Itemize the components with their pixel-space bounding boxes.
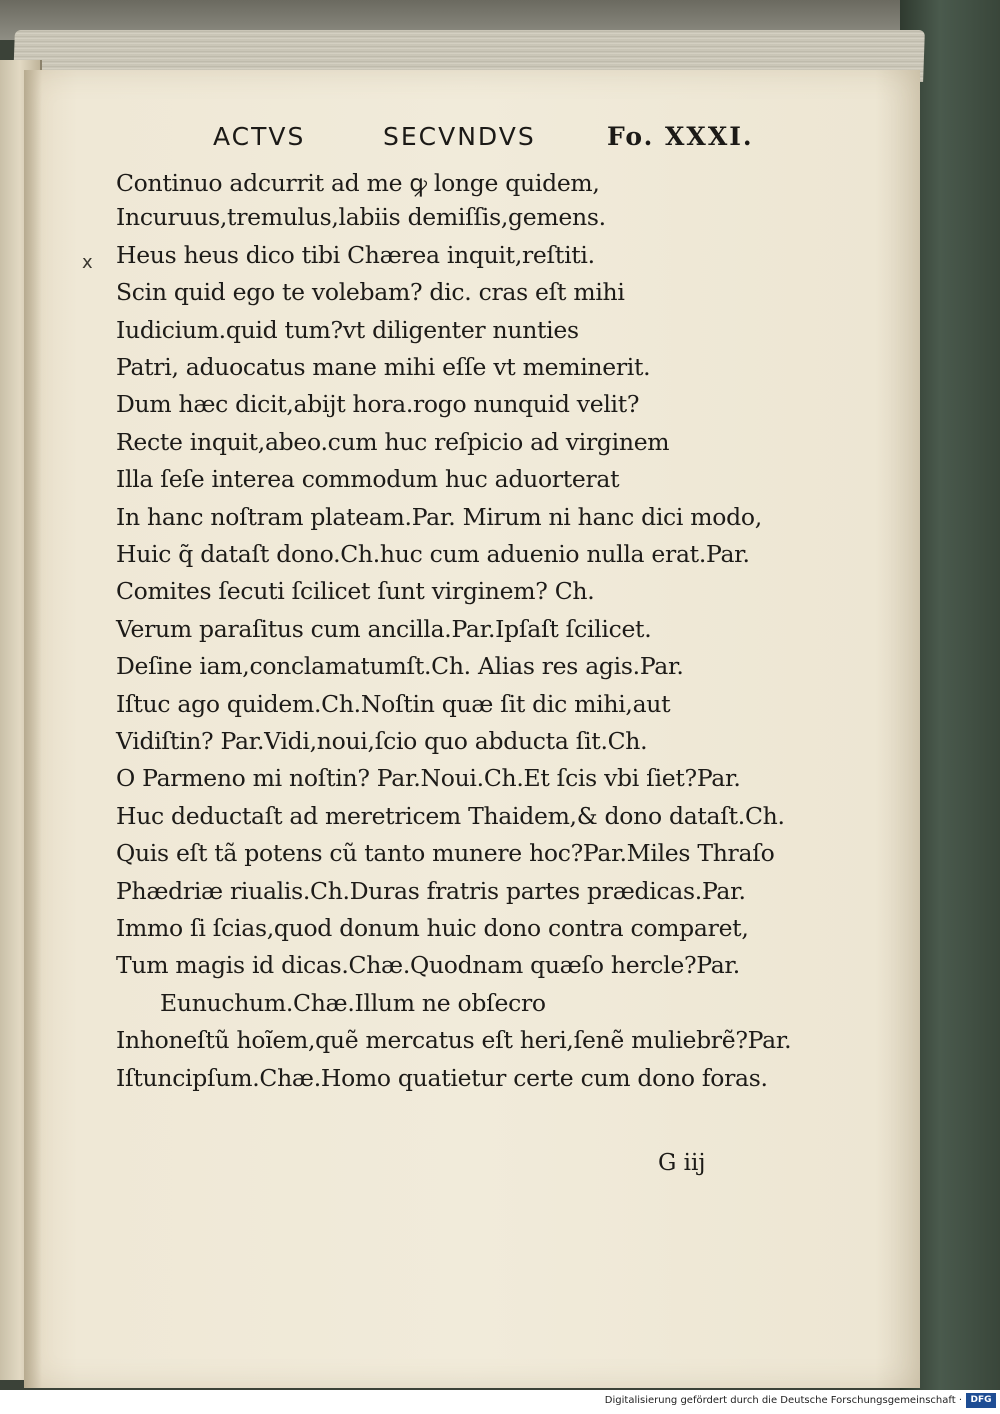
verse-line: Immo ſi ſcias,quod donum huic dono contra comparet, <box>116 914 749 942</box>
verse-line: Huic q̃ dataſt dono.Ch.huc cum aduenio nulla erat.Par. <box>116 540 750 568</box>
signature-mark: G iij <box>658 1150 706 1176</box>
verse-line: Deſine iam,conclamatumſt.Ch. Alias res agis.Par. <box>116 652 684 681</box>
verse-line: Heus heus dico tibi Chærea inquit,reſtiti. <box>116 240 595 269</box>
margin-mark: x <box>82 252 93 273</box>
page-gutter <box>24 70 42 1388</box>
verse-line: Inhoneſtũ hoĩem,quẽ mercatus eſt heri,ſenẽ muliebrẽ?Par. <box>116 1026 792 1055</box>
verse-line: Quis eſt tã potens cũ tanto munere hoc?Par.Miles Thraſo <box>116 839 775 868</box>
header-secundus: SECVNDVS <box>383 122 536 151</box>
verse-line: Iſtuc ago quidem.Ch.Noſtin quæ ſit dic mihi,aut <box>116 689 671 718</box>
verse-line: Iſtuncipſum.Chæ.Homo quatietur certe cum dono foras. <box>116 1063 768 1092</box>
verse-line: Verum paraſitus cum ancilla.Par.Ipſaſt ſcilicet. <box>116 614 652 643</box>
verse-line: Continuo adcurrit ad me ꝙ longe quidem, <box>116 169 600 197</box>
dfg-logo: DFG <box>966 1393 996 1408</box>
verse-line: Scin quid ego te volebam? dic. cras eſt mihi <box>116 278 625 307</box>
verse-line: Phædriæ riualis.Ch.Duras fratris partes prædicas.Par. <box>116 876 746 905</box>
verse-line: Vidiſtin? Par.Vidi,noui,ſcio quo abducta ſit.Ch. <box>116 727 648 755</box>
header-actus: ACTVS <box>213 122 306 151</box>
verse-line: Iudicium.quid tum?vt diligenter nunties <box>116 315 579 344</box>
footer-credit: Digitalisierung gefördert durch die Deutsche Forschungsgemeinschaft · <box>604 1395 962 1406</box>
verse-line: Recte inquit,abeo.cum huc reſpicio ad virginem <box>116 427 670 456</box>
verse-line: Illa ſeſe interea commodum huc aduorterat <box>116 465 620 494</box>
running-header <box>0 122 1000 162</box>
footer-bar <box>0 1390 1000 1414</box>
verse-line: Huc deductaſt ad meretricem Thaidem,& dono dataſt.Ch. <box>116 801 785 830</box>
verse-line: O Parmeno mi noſtin? Par.Noui.Ch.Et ſcis vbi ſiet?Par. <box>116 764 741 793</box>
verse-line: Eunuchum.Chæ.Illum ne obſecro <box>160 988 546 1017</box>
verse-line: Comites ſecuti ſcilicet ſunt virginem? Ch. <box>116 577 595 606</box>
folio-number: Fo. XXXI. <box>607 122 754 151</box>
verse-line: Dum hæc dicit,abijt hora.rogo nunquid velit? <box>116 390 640 419</box>
verse-line: Tum magis id dicas.Chæ.Quodnam quæſo hercle?Par. <box>116 951 740 980</box>
verse-line: In hanc noſtram plateam.Par. Mirum ni hanc dici modo, <box>116 502 762 531</box>
verse-line: Patri, aduocatus mane mihi eſſe vt meminerit. <box>116 353 651 381</box>
verse-line: Incuruus,tremulus,labiis demiſſis,gemens. <box>116 203 606 232</box>
